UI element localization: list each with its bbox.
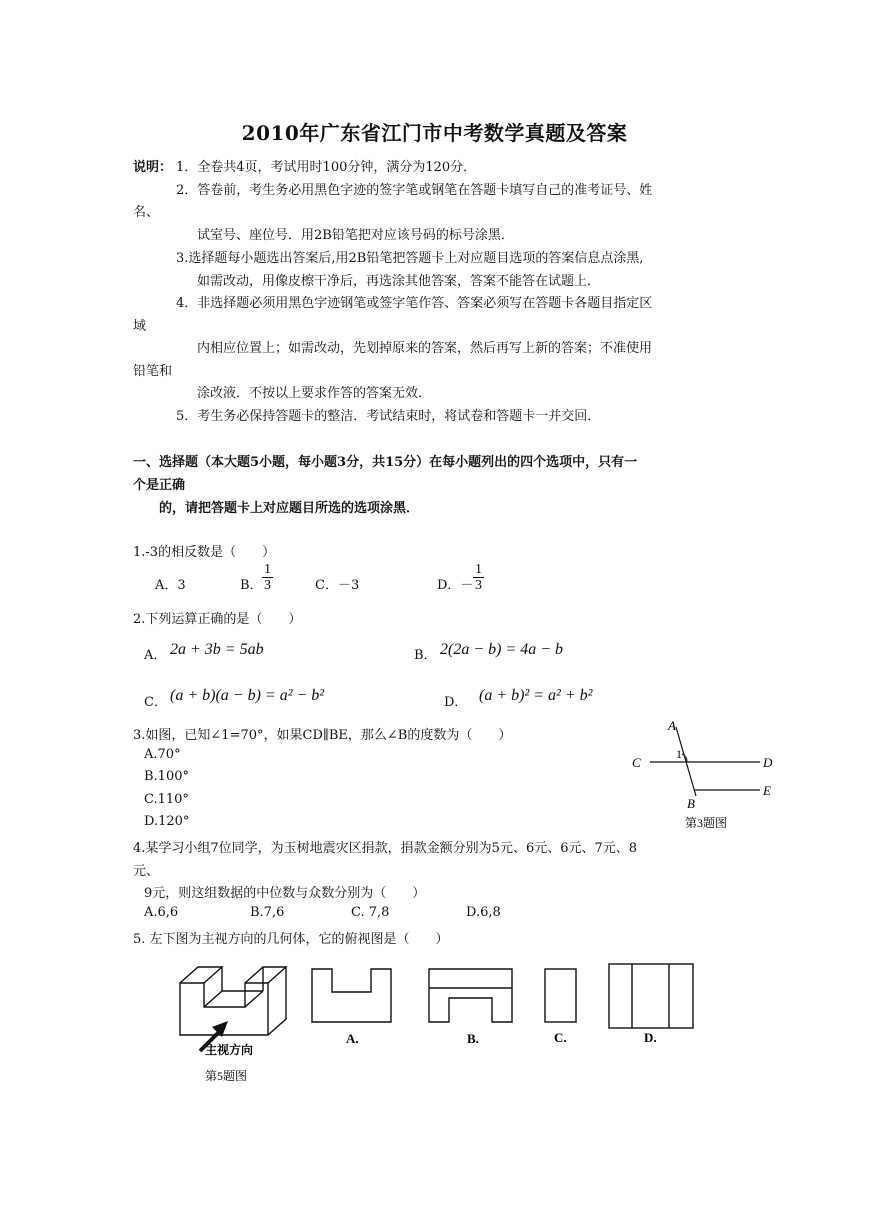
q1-option-d-fraction	[473, 563, 484, 593]
question-3-stem: 3.如图，已知∠1=70°，如果CD∥BE，那么∠B的度数为（ ）	[133, 728, 512, 743]
q1-option-a: A．3	[155, 578, 186, 593]
instruction-line: 3.选择题每小题选出答案后,用2B铅笔把答题卡上对应题目选项的答案信息点涂黑,	[176, 251, 644, 266]
point-a-label: A	[668, 718, 676, 733]
fraction-numerator: 1	[475, 562, 482, 577]
q3-option-c: C.110°	[144, 792, 189, 807]
option-b-view	[429, 969, 512, 1022]
q4-option-a: A.6,6	[144, 905, 179, 920]
point-b-label: B	[687, 796, 695, 811]
q2-option-a-label: A．	[144, 648, 167, 663]
q5-figure	[170, 955, 700, 1090]
q2-option-c-label: C．	[144, 695, 167, 710]
solid-3d	[180, 967, 286, 1035]
q1-option-c: C．－3	[315, 578, 360, 593]
option-c-view	[545, 969, 576, 1022]
q3-option-a: A.70°	[144, 747, 181, 762]
q5-figure-caption: 第5题图	[205, 1069, 248, 1083]
instruction-line: 涂改液．不按以上要求作答的答案无效．	[197, 386, 432, 401]
instruction-line: 试室号、座位号．用2B铅笔把对应该号码的标号涂黑．	[197, 228, 514, 243]
instruction-line: 名、	[133, 205, 160, 220]
question-4-stem: 元、	[133, 864, 160, 879]
question-4-stem: 4.某学习小组7位同学，为玉树地震灾区捐款，捐款金额分别为5元、6元、6元、7元、8	[133, 841, 638, 856]
q1-option-b-fraction	[262, 563, 273, 593]
instruction-line: 如需改动，用像皮檫干净后，再选涂其他答案，答案不能答在试题上．	[197, 274, 601, 289]
angle-1-label: 1	[676, 747, 682, 761]
q3-option-d: D.120°	[144, 814, 190, 829]
instruction-line: 2．答卷前，考生务必用黑色字迹的签字笔或钢笔在答题卡填写自己的准考证号、姓	[176, 183, 653, 198]
q2-option-b-expr: 2(2a − b) = 4a − b	[440, 641, 564, 658]
q3-figure	[630, 710, 780, 835]
fraction-denominator: 3	[264, 578, 271, 593]
fraction-denominator: 3	[475, 578, 482, 593]
q2-option-b-label: B．	[414, 648, 437, 663]
q2-option-d-label: D．	[444, 695, 468, 710]
section-heading: 的，请把答题卡上对应题目所选的选项涂黑．	[159, 501, 420, 516]
option-a-label: A.	[346, 1031, 359, 1046]
page-title: 2010年广东省江门市中考数学真题及答案	[241, 121, 628, 145]
q2-option-a-expr: 2a + 3b = 5ab	[170, 641, 264, 658]
q1-option-b: B．	[240, 578, 263, 593]
instruction-line: 内相应位置上；如需改动，先划掉原来的答案，然后再写上新的答案；不准使用	[197, 341, 653, 356]
section-heading: 个是正确	[133, 478, 186, 493]
q3-figure-caption: 第3题图	[685, 816, 728, 830]
q4-option-d: D.6,8	[466, 905, 501, 920]
fraction-numerator: 1	[264, 562, 271, 577]
instructions-label: 说明：	[133, 160, 173, 175]
instruction-line: 5．考生务必保持答题卡的整洁．考试结束时，将试卷和答题卡一并交回．	[176, 409, 601, 424]
option-b-label: B.	[467, 1031, 479, 1046]
direction-label: 主视方向	[205, 1043, 254, 1057]
option-d-label: D.	[644, 1030, 657, 1045]
option-d-view	[609, 964, 693, 1028]
question-5-stem: 5. 左下图为主视方向的几何体，它的俯视图是（ ）	[133, 932, 449, 947]
question-2-stem: 2.下列运算正确的是（ ）	[133, 612, 302, 627]
question-1-stem: 1.-3的相反数是（ ）	[133, 545, 276, 560]
question-4-stem: 9元，则这组数据的中位数与众数分别为（ ）	[144, 886, 426, 901]
point-e-label: E	[763, 783, 771, 798]
instruction-line: 1．全卷共4页，考试用时100分钟，满分为120分．	[176, 160, 477, 175]
q2-option-d-expr: (a + b)² = a² + b²	[479, 687, 593, 704]
option-a-view	[312, 969, 391, 1022]
q3-option-b: B.100°	[144, 769, 189, 784]
option-c-label: C.	[554, 1030, 567, 1045]
point-d-label: D	[763, 755, 773, 770]
q1-option-d: D．－	[437, 578, 474, 593]
q4-option-b: B.7,6	[250, 905, 285, 920]
point-c-label: C	[632, 755, 641, 770]
instruction-line: 域	[133, 319, 147, 334]
instruction-line: 4．非选择题必须用黑色字迹钢笔或签字笔作答、答案必须写在答题卡各题目指定区	[176, 296, 653, 311]
q4-option-c: C. 7,8	[351, 905, 390, 920]
section-heading: 一、选择题（本大题5小题，每小题3分，共15分）在每小题列出的四个选项中，只有一	[133, 455, 638, 470]
instruction-line: 铅笔和	[133, 364, 173, 379]
q2-option-c-expr: (a + b)(a − b) = a² − b²	[170, 687, 325, 704]
